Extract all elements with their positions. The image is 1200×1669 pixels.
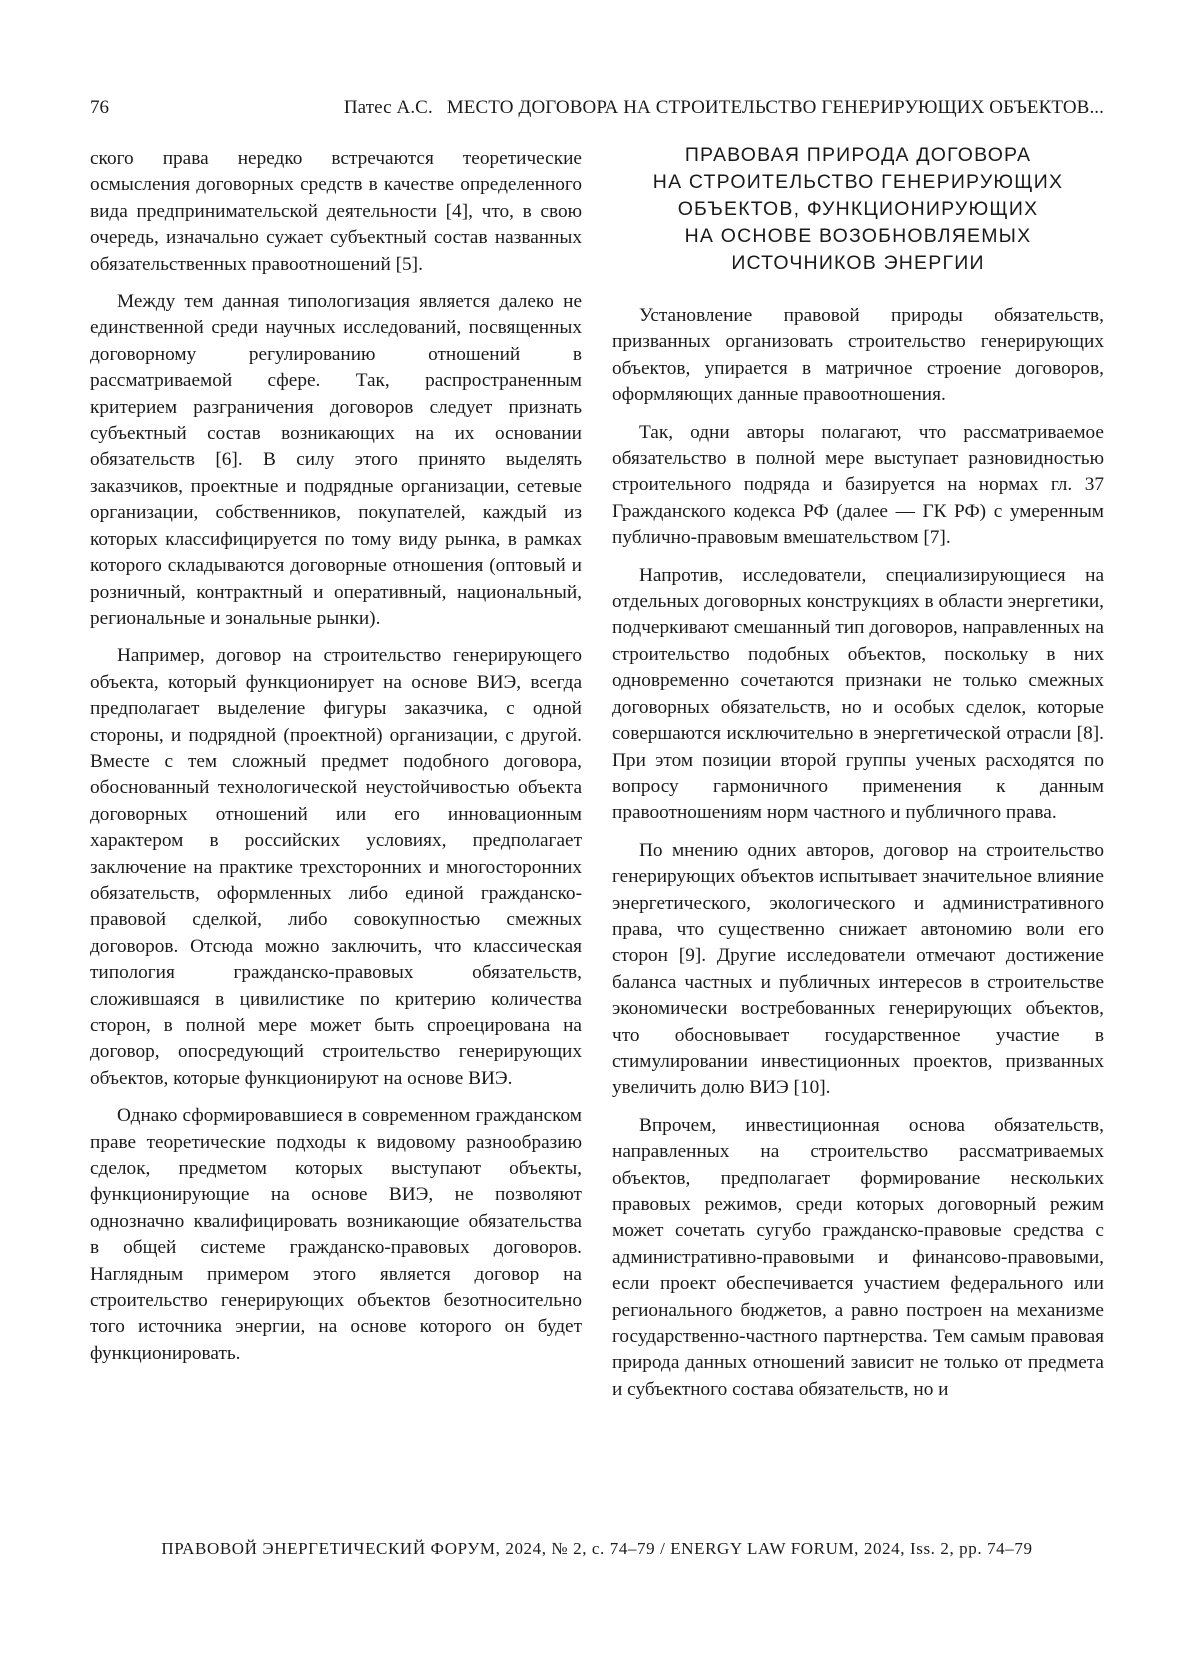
section-heading-line: ПРАВОВАЯ ПРИРОДА ДОГОВОРА [685,144,1031,166]
running-title [344,96,1104,120]
paragraph: Впрочем, инвестиционная основа обязательств, направленных на строительство рассматриваемых объектов, предполагает формирование нескольких правовых режимов, среди которых договорный режим может сочетать сугубо гражданско-правовые средства с административно-правовыми и финансово-правовыми, если проект обеспечивается участием федерального или регионального бюджетов, а равно построен на механизме государственно-частного партнерства. Тем самым правовая природа данных отношений зависит не только от предмета и субъектного состава обязательств, но и [612,1113,1104,1403]
paragraph: Так, одни авторы полагают, что рассматриваемое обязательство в полной мере выступает разновидностью строительного подряда и базируется на нормах гл. 37 Гражданского кодекса РФ (далее — ГК РФ) с умеренным публично-правовым вмешательством [7]. [612,420,1104,552]
header-author: Патес А.С. [344,97,433,118]
paragraph: По мнению одних авторов, договор на строительство генерирующих объектов испытывает значительное влияние энергетического, экологического и административного права, что существенно снижает автономию воли его сторон [9]. Другие исследователи отмечают достижение баланса частных и публичных интересов в строительстве экономически востребованных генерирующих объектов, что обосновывает государственное участие в стимулировании инвестиционных проектов, призванных увеличить долю ВИЭ [10]. [612,838,1104,1102]
section-heading-line: ИСТОЧНИКОВ ЭНЕРГИИ [731,252,984,274]
section-heading-line: НА СТРОИТЕЛЬСТВО ГЕНЕРИРУЮЩИХ [653,171,1063,193]
journal-footer: ПРАВОВОЙ ЭНЕРГЕТИЧЕСКИЙ ФОРУМ, 2024, № 2, с. 74–79 / ENERGY LAW FORUM, 2024, Iss. 2, pp. 74–79 [90,1538,1104,1560]
journal-page [0,0,1200,1669]
section-heading [612,142,1104,277]
section-heading-line: НА ОСНОВЕ ВОЗОБНОВЛЯЕМЫХ [685,225,1032,247]
paragraph: Например, договор на строительство генерирующего объекта, который функционирует на основе ВИЭ, всегда предполагает выделение фигуры заказчика, с одной стороны, и подрядной (проектной) организации, с другой. Вместе с тем сложный предмет подобного договора, обоснованный технологической неустойчивостью объекта договорных отношений или его инновационным характером в российских условиях, предполагает заключение на практике трехсторонних и многосторонних обязательств, оформленных либо единой гражданско-правовой сделкой, либо совокупностью смежных договоров. Отсюда можно заключить, что классическая типология гражданско-правовых обязательств, сложившаяся в цивилистике по критерию количества сторон, в полной мере может быть спроецирована на договор, опосредующий строительство генерирующих объектов, которые функционируют на основе ВИЭ. [90,643,582,1092]
paragraph: ского права нередко встречаются теоретические осмысления договорных средств в качестве определенного вида предпринимательской деятельности [4], что, в свою очередь, изначально сужает субъектный состав названных обязательственных правоотношений [5]. [90,146,582,278]
page-number: 76 [90,96,109,120]
paragraph: Установление правовой природы обязательств, призванных организовать строительство генерирующих объектов, упирается в матричное строение договоров, оформляющих данные правоотношения. [612,303,1104,409]
left-column [90,146,582,1378]
paragraph: Между тем данная типологизация является далеко не единственной среди научных исследований, посвященных договорному регулированию отношений в рассматриваемой сфере. Так, распространенным критерием разграничения договоров следует признать субъектный состав возникающих на их основании обязательств [6]. В силу этого принято выделять заказчиков, проектные и подрядные организации, сетевые организации, собственников, покупателей, каждый из которых классифицируется по тому виду рынка, в рамках которого складываются договорные отношения (оптовый и розничный, контрактный и оперативный, национальный, региональные и зональные рынки). [90,289,582,632]
paragraph: Напротив, исследователи, специализирующиеся на отдельных договорных конструкциях в области энергетики, подчеркивают смешанный тип договоров, направленных на строительство подобных объектов, поскольку в них одновременно сочетаются признаки не только смежных договорных обязательств, но и особых сделок, которые совершаются исключительно в энергетической отрасли [8]. При этом позиции второй группы ученых расходятся по вопросу гармоничного применения к данным правоотношениям норм частного и публичного права. [612,563,1104,827]
running-head [90,96,1104,126]
section-heading-line: ОБЪЕКТОВ, ФУНКЦИОНИРУЮЩИХ [678,198,1039,220]
right-column [612,142,1104,1414]
paragraph: Однако сформировавшиеся в современном гражданском праве теоретические подходы к видовому разнообразию сделок, предметом которых выступают объекты, функционирующие на основе ВИЭ, не позволяют однозначно квалифицировать возникающие обязательства в общей системе гражданско-правовых договоров. Наглядным примером этого является договор на строительство генерирующих объектов безотносительно того источника энергии, на основе которого он будет функционировать. [90,1103,582,1367]
header-article-title: МЕСТО ДОГОВОРА НА СТРОИТЕЛЬСТВО ГЕНЕРИРУЮЩИХ ОБЪЕКТОВ... [447,97,1104,118]
